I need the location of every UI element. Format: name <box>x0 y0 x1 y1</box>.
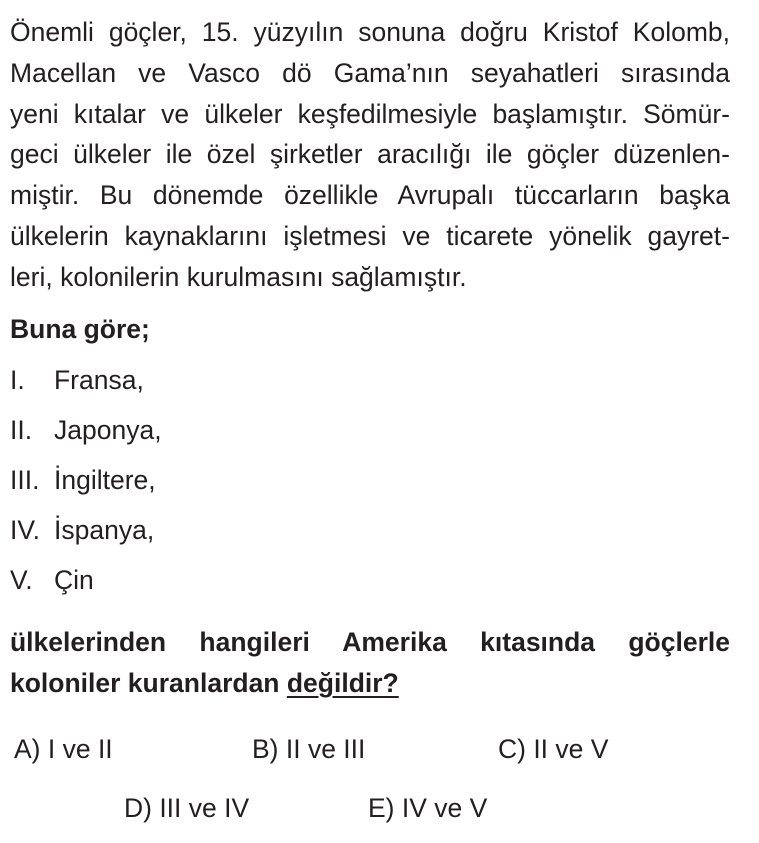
question-line-prefix: koloniler kuranlardan <box>10 667 287 698</box>
item-number: IV. <box>10 515 40 545</box>
item-text: Çin <box>54 565 94 595</box>
question-lead: Buna göre; <box>10 314 150 344</box>
passage <box>10 12 730 298</box>
option-b[interactable]: B) II ve III <box>252 734 366 764</box>
item-number: II. <box>10 415 33 445</box>
question-stem <box>10 622 730 703</box>
item-number: III. <box>10 465 40 495</box>
option-d[interactable]: D) III ve IV <box>124 793 250 823</box>
item-text: İspanya, <box>54 515 155 545</box>
option-a[interactable]: A) I ve II <box>14 734 113 764</box>
item-text: Fransa, <box>54 365 144 395</box>
option-e[interactable]: E) IV ve V <box>368 793 488 823</box>
item-number: V. <box>10 565 33 595</box>
list-item <box>10 560 162 610</box>
passage-line: Macellan ve Vasco dö Gama’nın seyahatleri sırasında <box>10 57 730 88</box>
question-emphasis: değildir? <box>286 667 399 698</box>
passage-line: yeni kıtalar ve ülkeler keşfedilmesiyle başlamıştır. Sömür- <box>10 98 730 129</box>
item-text: Japonya, <box>54 415 162 445</box>
list-item <box>10 360 162 410</box>
passage-line: leri, kolonilerin kurulmasını sağlamıştır. <box>10 261 467 292</box>
passage-line: ülkelerin kaynaklarını işletmesi ve ticarete yönelik gayret- <box>10 220 730 251</box>
question-line: ülkelerinden hangileri Amerika kıtasında göçlerle <box>10 627 730 657</box>
list-item <box>10 410 162 460</box>
option-c[interactable]: C) II ve V <box>498 734 609 764</box>
passage-line: Önemli göçler, 15. yüzyılın sonuna doğru Kristof Kolomb, <box>10 17 730 47</box>
passage-line: miştir. Bu dönemde özellikle Avrupalı tüccarların başka <box>10 180 730 211</box>
roman-numeral-list <box>10 360 162 610</box>
passage-line: geci ülkeler ile özel şirketler aracılığı ile göçler düzenlen- <box>10 139 730 170</box>
list-item <box>10 510 162 560</box>
list-item <box>10 460 162 510</box>
item-text: İngiltere, <box>54 465 156 495</box>
passage-paragraph <box>10 12 730 298</box>
item-number: I. <box>10 365 25 395</box>
